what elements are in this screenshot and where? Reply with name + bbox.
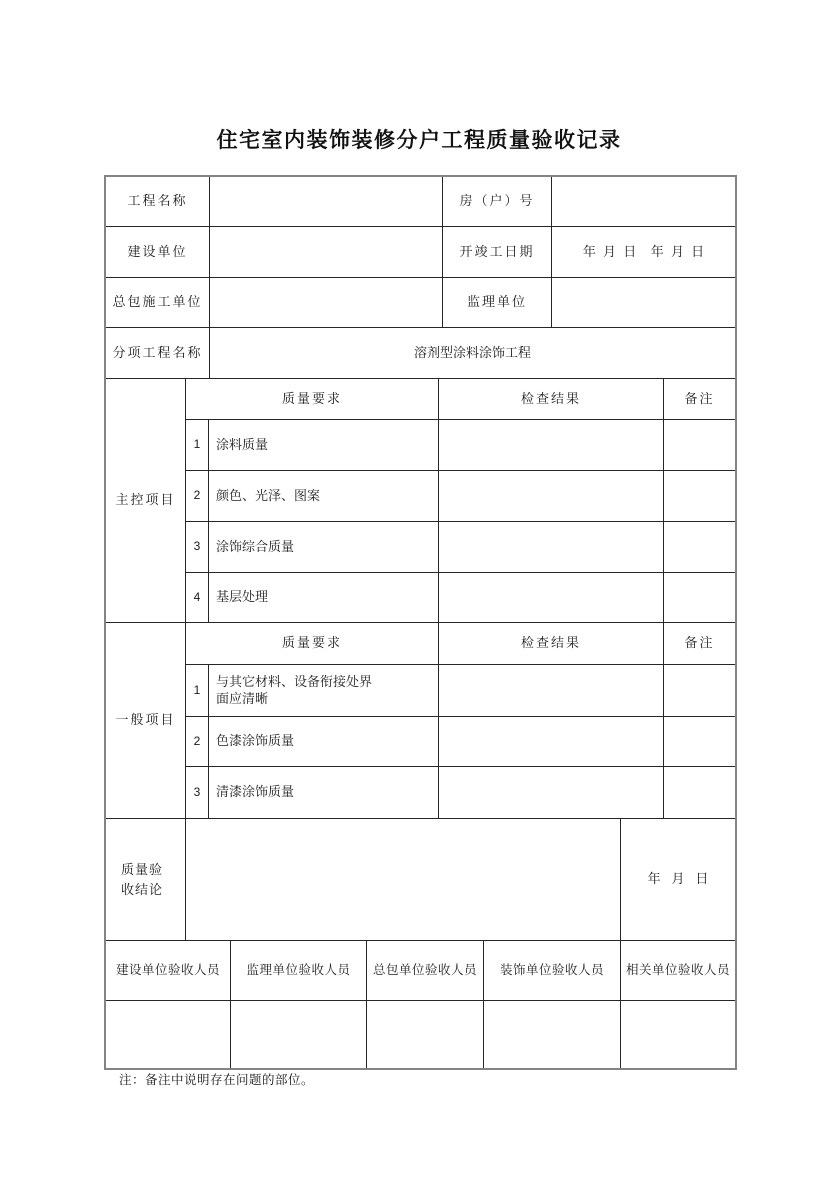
signature-header-supervision-unit: 监理单位验收人员 [231, 941, 367, 1001]
signature-header-decoration-unit: 装饰单位验收人员 [484, 941, 621, 1001]
main-item-requirement: 涂料质量 [209, 420, 439, 471]
main-item-requirement: 颜色、光泽、图案 [209, 471, 439, 522]
main-item-remark [664, 573, 735, 623]
main-item-no: 2 [186, 471, 209, 522]
general-item-requirement: 色漆涂饰质量 [209, 717, 439, 767]
general-header-remark: 备注 [664, 623, 735, 665]
supervision-unit-value [552, 278, 735, 328]
main-item-remark [664, 522, 735, 573]
general-item-requirement [209, 665, 439, 717]
main-item-requirement: 涂饰综合质量 [209, 522, 439, 573]
signature-header-related-unit: 相关单位验收人员 [621, 941, 735, 1001]
construction-unit-value [210, 227, 443, 278]
general-items-section-label: 一般项目 [106, 623, 186, 819]
subproject-name-label: 分项工程名称 [106, 328, 210, 379]
main-item-result [439, 471, 664, 522]
signature-cell-decoration-unit [484, 1001, 621, 1068]
signature-cell-related-unit [621, 1001, 735, 1068]
page-title: 住宅室内装饰装修分户工程质量验收记录 [216, 129, 622, 152]
construction-unit-label: 建设单位 [106, 227, 210, 278]
general-header-inspection-result: 检查结果 [439, 623, 664, 665]
signature-cell-construction-unit [106, 1001, 231, 1068]
main-item-no: 4 [186, 573, 209, 623]
conclusion-date: 年 月 日 [621, 819, 735, 941]
signature-header-general-contractor: 总包单位验收人员 [367, 941, 484, 1001]
main-header-quality-requirement: 质量要求 [186, 379, 439, 420]
main-item-no: 3 [186, 522, 209, 573]
supervision-unit-label: 监理单位 [443, 278, 552, 328]
main-item-result [439, 573, 664, 623]
start-completion-date-value: 年 月 日 年 月 日 [552, 227, 735, 278]
signature-cell-general-contractor [367, 1001, 484, 1068]
general-item-remark [664, 665, 735, 717]
main-item-remark [664, 471, 735, 522]
main-item-no: 1 [186, 420, 209, 471]
general-item-result [439, 665, 664, 717]
house-number-label: 房（户）号 [443, 177, 552, 227]
main-items-section-label: 主控项目 [106, 379, 186, 623]
main-header-inspection-result: 检查结果 [439, 379, 664, 420]
general-item-requirement-text: 与其它材料、设备衔接处界面应清晰 [216, 673, 373, 706]
signature-header-construction-unit: 建设单位验收人员 [106, 941, 231, 1001]
project-name-label: 工程名称 [106, 177, 210, 227]
general-item-no: 1 [186, 665, 209, 717]
general-item-result [439, 767, 664, 819]
footnote: 注：备注中说明存在问题的部位。 [119, 1073, 315, 1087]
main-header-remark: 备注 [664, 379, 735, 420]
conclusion-label [106, 819, 186, 941]
main-item-result [439, 522, 664, 573]
general-item-requirement: 清漆涂饰质量 [209, 767, 439, 819]
subproject-name-value: 溶剂型涂料涂饰工程 [210, 328, 735, 379]
general-item-remark [664, 717, 735, 767]
signature-cell-supervision-unit [231, 1001, 367, 1068]
general-item-result [439, 717, 664, 767]
general-item-no: 3 [186, 767, 209, 819]
general-contractor-value [210, 278, 443, 328]
start-completion-date-label: 开竣工日期 [443, 227, 552, 278]
general-header-quality-requirement: 质量要求 [186, 623, 439, 665]
general-contractor-label: 总包施工单位 [106, 278, 210, 328]
project-name-value [210, 177, 443, 227]
main-item-remark [664, 420, 735, 471]
conclusion-value [186, 819, 621, 941]
acceptance-form-table [104, 175, 737, 1070]
main-item-result [439, 420, 664, 471]
house-number-value [552, 177, 735, 227]
general-item-remark [664, 767, 735, 819]
main-item-requirement: 基层处理 [209, 573, 439, 623]
conclusion-label-text: 质量验收结论 [121, 862, 164, 897]
general-item-no: 2 [186, 717, 209, 767]
